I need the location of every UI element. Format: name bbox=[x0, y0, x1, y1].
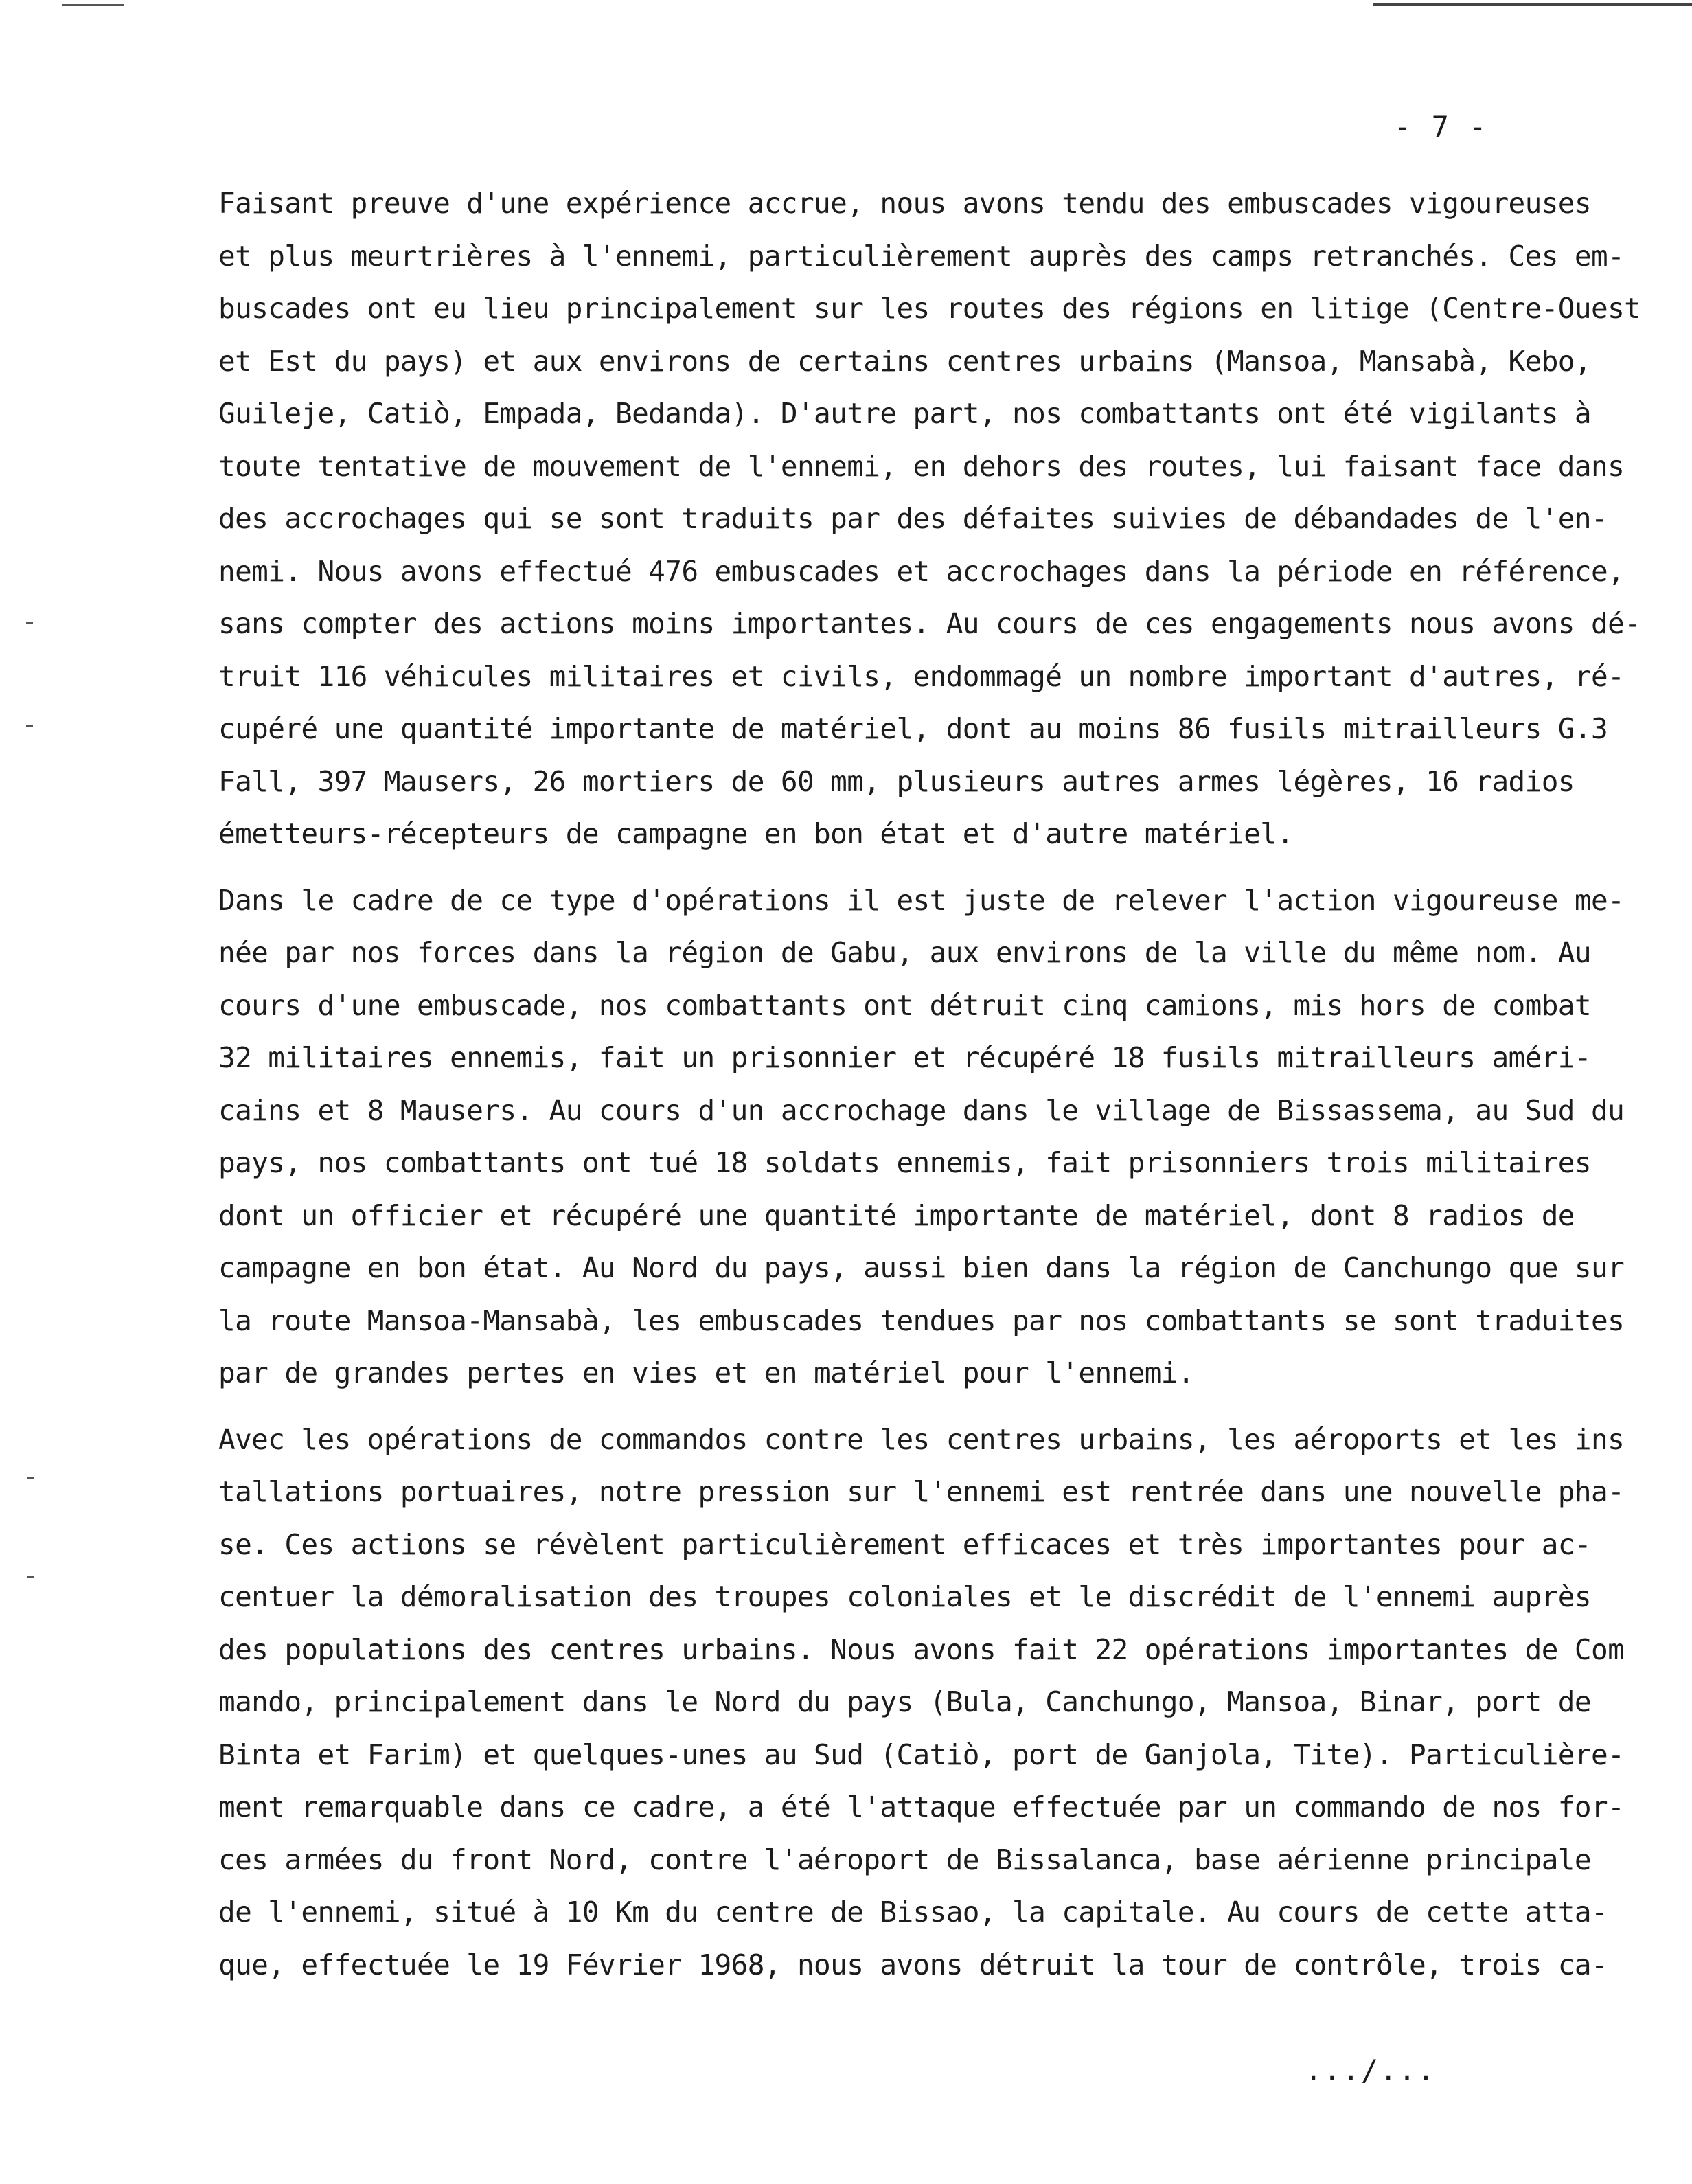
text-line: buscades ont eu lieu principalement sur les routes des régions en litige (Centre-Ouest bbox=[218, 292, 1641, 325]
text-line: dont un officier et récupéré une quantité importante de matériel, dont 8 radios de bbox=[218, 1198, 1575, 1232]
text-line: cupéré une quantité importante de matériel, dont au moins 86 fusils mitrailleurs G.3 bbox=[218, 712, 1608, 745]
scan-speck bbox=[27, 1576, 34, 1578]
top-edge-rule-left bbox=[62, 4, 124, 6]
scan-speck bbox=[26, 622, 33, 624]
page-number: - 7 - bbox=[1394, 110, 1488, 144]
text-line: que, effectuée le 19 Février 1968, nous avons détruit la tour de contrôle, trois ca- bbox=[218, 1948, 1608, 1981]
text-line: Fall, 397 Mausers, 26 mortiers de 60 mm, plusieurs autres armes légères, 16 radios bbox=[218, 764, 1575, 798]
text-line: émetteurs-récepteurs de campagne en bon état et d'autre matériel. bbox=[218, 817, 1294, 850]
text-line: centuer la démoralisation des troupes coloniales et le discrédit de l'ennemi auprès bbox=[218, 1580, 1591, 1613]
text-line: Dans le cadre de ce type d'opérations il est juste de relever l'action vigoureuse me- bbox=[218, 883, 1625, 917]
text-line: se. Ces actions se révèlent particulièrement efficaces et très importantes pour ac- bbox=[218, 1527, 1591, 1561]
text-line: nemi. Nous avons effectué 476 embuscades et accrochages dans la période en référence, bbox=[218, 554, 1625, 588]
text-line: de l'ennemi, situé à 10 Km du centre de Bissao, la capitale. Au cours de cette atta- bbox=[218, 1896, 1608, 1929]
text-line: Faisant preuve d'une expérience accrue, nous avons tendu des embuscades vigoureuses bbox=[218, 187, 1591, 220]
text-line: et plus meurtrières à l'ennemi, particulièrement auprès des camps retranchés. Ces em- bbox=[218, 239, 1625, 273]
text-line: pays, nos combattants ont tué 18 soldats ennemis, fait prisonniers trois militaires bbox=[218, 1146, 1591, 1179]
text-line: née par nos forces dans la région de Gabu, aux environs de la ville du même nom. Au bbox=[218, 936, 1591, 969]
text-line: mando, principalement dans le Nord du pays (Bula, Canchungo, Mansoa, Binar, port de bbox=[218, 1685, 1591, 1718]
text-line: la route Mansoa-Mansabà, les embuscades tendues par nos combattants se sont traduites bbox=[218, 1304, 1625, 1337]
top-edge-rule-right bbox=[1373, 3, 1692, 6]
text-line: cours d'une embuscade, nos combattants ont détruit cinq camions, mis hors de combat bbox=[218, 988, 1591, 1022]
text-line: campagne en bon état. Au Nord du pays, aussi bien dans la région de Canchungo que sur bbox=[218, 1251, 1625, 1284]
text-line: ces armées du front Nord, contre l'aéroport de Bissalanca, base aérienne principale bbox=[218, 1843, 1591, 1876]
paragraph-1 bbox=[218, 177, 1647, 861]
scan-speck bbox=[27, 1477, 34, 1479]
text-line: 32 militaires ennemis, fait un prisonnier et récupéré 18 fusils mitrailleurs améri- bbox=[218, 1041, 1591, 1074]
text-line: truit 116 véhicules militaires et civils, endommagé un nombre important d'autres, ré- bbox=[218, 659, 1625, 693]
text-line: Guileje, Catiò, Empada, Bedanda). D'autre part, nos combattants ont été vigilants à bbox=[218, 397, 1591, 430]
text-line: des populations des centres urbains. Nous avons fait 22 opérations importantes de Com bbox=[218, 1633, 1625, 1666]
scan-speck bbox=[26, 725, 33, 727]
text-line: par de grandes pertes en vies et en matériel pour l'ennemi. bbox=[218, 1356, 1194, 1389]
paragraph-3 bbox=[218, 1413, 1647, 1992]
text-line: et Est du pays) et aux environs de certains centres urbains (Mansoa, Mansabà, Kebo, bbox=[218, 344, 1591, 378]
continuation-marker: .../... bbox=[1305, 2054, 1437, 2087]
text-line: tallations portuaires, notre pression sur l'ennemi est rentrée dans une nouvelle pha- bbox=[218, 1475, 1625, 1508]
text-line: Binta et Farim) et quelques-unes au Sud (Catiò, port de Ganjola, Tite). Particulière- bbox=[218, 1738, 1625, 1771]
text-line: cains et 8 Mausers. Au cours d'un accrochage dans le village de Bissassema, au Sud du bbox=[218, 1093, 1625, 1127]
text-line: ment remarquable dans ce cadre, a été l'attaque effectuée par un commando de nos for- bbox=[218, 1790, 1625, 1823]
text-line: sans compter des actions moins importantes. Au cours de ces engagements nous avons dé- bbox=[218, 607, 1641, 640]
paragraph-2 bbox=[218, 874, 1647, 1400]
text-line: des accrochages qui se sont traduits par des défaites suivies de débandades de l'en- bbox=[218, 502, 1608, 535]
document-body bbox=[218, 177, 1647, 2005]
text-line: toute tentative de mouvement de l'ennemi, en dehors des routes, lui faisant face dans bbox=[218, 449, 1625, 483]
text-line: Avec les opérations de commandos contre les centres urbains, les aéroports et les ins bbox=[218, 1422, 1625, 1456]
